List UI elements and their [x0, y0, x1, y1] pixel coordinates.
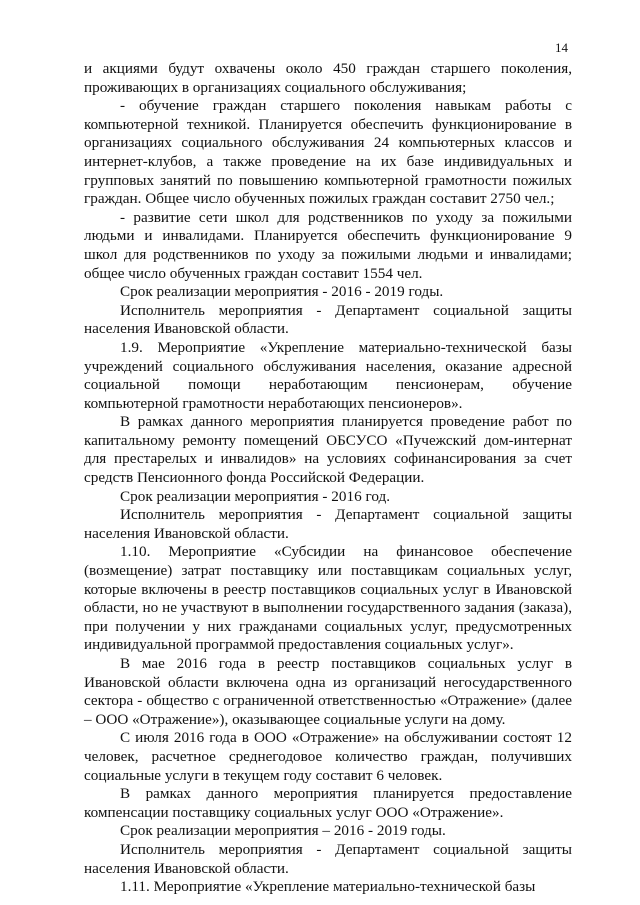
paragraph-executor: Исполнитель мероприятия - Департамент социальной защиты населения Ивановской области.	[84, 301, 572, 338]
page-number: 14	[555, 40, 568, 55]
paragraph-item-1-11: 1.11. Мероприятие «Укрепление материально-технической базы	[120, 878, 536, 896]
paragraph-item-1-10: 1.10. Мероприятие «Субсидии на финансовое обеспечение (возмещение) затрат поставщику или поставщикам социальных услуг, которые включены в реестр поставщиков социальных услуг в Ивановской области, но не участвуют в выполнении государственного задания (заказа), при получении у них гражданами социальных услуг, предусмотренных индивидуальной программой предоставления социальных услуг».	[84, 543, 572, 654]
paragraph-relatives-schools: - развитие сети школ для родственников по уходу за пожилыми людьми и инвалидами. Планируется обеспечить функционирование 9 школ для родственников по уходу за пожилыми людьми и инвалидами; общее число обученных граждан составит 1554 чел.	[84, 208, 572, 282]
paragraph-item-1-9-details: В рамках данного мероприятия планируется проведение работ по капитальному ремонту помещений ОБСУСО «Пучежский дом-интернат для престарелых и инвалидов» на условиях софинансирования за счет средств Пенсионного фонда Российской Федерации.	[84, 413, 572, 487]
paragraph-term: Срок реализации мероприятия - 2016 год.	[120, 487, 390, 505]
paragraph-item-1-10-clients: С июля 2016 года в ООО «Отражение» на обслуживании состоят 12 человек, расчетное среднегодовое количество граждан, получивших социальные услуги в текущем году составит 6 человек.	[84, 729, 572, 784]
paragraph-item-1-10-compensation: В рамках данного мероприятия планируется предоставление компенсации поставщику социальных услуг ООО «Отражение».	[84, 785, 572, 821]
paragraph-term: Срок реализации мероприятия – 2016 - 2019 годы.	[120, 822, 446, 840]
paragraph-item-1-10-registry: В мае 2016 года в реестр поставщиков социальных услуг в Ивановской области включена одна из организаций негосударственного сектора - общество с ограниченной ответственностью «Отражение» (далее – ООО «Отражение»), оказывающее социальные услуги на дому.	[84, 655, 572, 728]
paragraph-computer-training: - обучение граждан старшего поколения навыкам работы с компьютерной техникой. Планируется обеспечить функционирование в организациях социального обслуживания 24 компьютерных классов и интернет-клубов, а также проведение на их базе индивидуальных и групповых занятий по повышению компьютерной грамотности пожилых граждан. Общее число обученных пожилых граждан составит 2750 чел.;	[84, 97, 572, 208]
paragraph-continuation: и акциями будут охвачены около 450 граждан старшего поколения, проживающих в организациях социального обслуживания;	[84, 60, 572, 96]
document-body	[84, 60, 572, 897]
paragraph-term: Срок реализации мероприятия - 2016 - 2019 годы.	[120, 283, 444, 301]
paragraph-executor: Исполнитель мероприятия - Департамент социальной защиты населения Ивановской области.	[84, 840, 572, 877]
paragraph-executor: Исполнитель мероприятия - Департамент социальной защиты населения Ивановской области.	[84, 506, 572, 542]
paragraph-item-1-9: 1.9. Мероприятие «Укрепление материально-технической базы учреждений социального обслуживания населения, оказание адресной социальной помощи неработающим пенсионерам, обучение компьютерной грамотности неработающих пенсионеров».	[84, 338, 572, 412]
